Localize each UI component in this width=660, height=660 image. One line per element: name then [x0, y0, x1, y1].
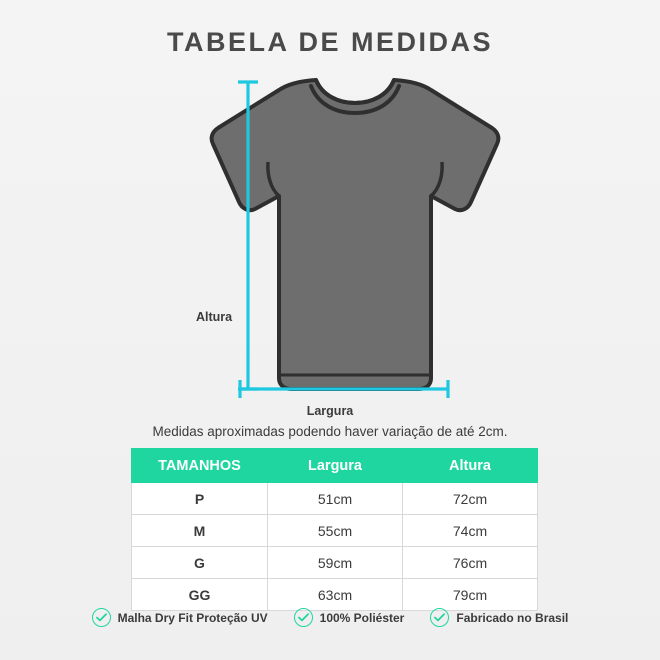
- tshirt-illustration: [0, 62, 660, 422]
- table-header-row: [132, 449, 538, 483]
- badge-made-in-brazil: [430, 608, 568, 627]
- check-circle-icon: [430, 608, 449, 627]
- cell-size: GG: [132, 579, 268, 611]
- cell-altura: 72cm: [403, 483, 538, 515]
- tshirt-diagram: [0, 62, 660, 422]
- height-label: Altura: [196, 310, 233, 324]
- badge-label: 100% Poliéster: [319, 610, 405, 625]
- cell-size: M: [132, 515, 268, 547]
- badge-label: Malha Dry Fit Proteção UV: [117, 610, 268, 625]
- table-row: [132, 515, 538, 547]
- page-title: TABELA DE MEDIDAS: [167, 27, 493, 57]
- header-tamanhos: TAMANHOS: [132, 449, 268, 483]
- check-circle-icon: [294, 608, 313, 627]
- size-table: [131, 448, 538, 611]
- cell-largura: 63cm: [268, 579, 403, 611]
- cell-largura: 55cm: [268, 515, 403, 547]
- header-altura: Altura: [403, 449, 538, 483]
- table-row: [132, 579, 538, 611]
- cell-largura: 59cm: [268, 547, 403, 579]
- badge-label: Fabricado no Brasil: [456, 610, 569, 625]
- measurement-note: Medidas aproximadas podendo haver variação de até 2cm.: [152, 424, 508, 439]
- table-row: [132, 483, 538, 515]
- cell-altura: 79cm: [403, 579, 538, 611]
- width-label: Largura: [306, 404, 354, 418]
- tshirt-shape: [212, 80, 499, 389]
- cell-altura: 74cm: [403, 515, 538, 547]
- table-row: [132, 547, 538, 579]
- feature-badges: [0, 608, 660, 627]
- cell-size: P: [132, 483, 268, 515]
- header-largura: Largura: [268, 449, 403, 483]
- cell-largura: 51cm: [268, 483, 403, 515]
- badge-dry-fit: [92, 608, 268, 627]
- cell-size: G: [132, 547, 268, 579]
- cell-altura: 76cm: [403, 547, 538, 579]
- badge-polyester: [294, 608, 405, 627]
- size-table-wrapper: [131, 448, 537, 611]
- check-circle-icon: [92, 608, 111, 627]
